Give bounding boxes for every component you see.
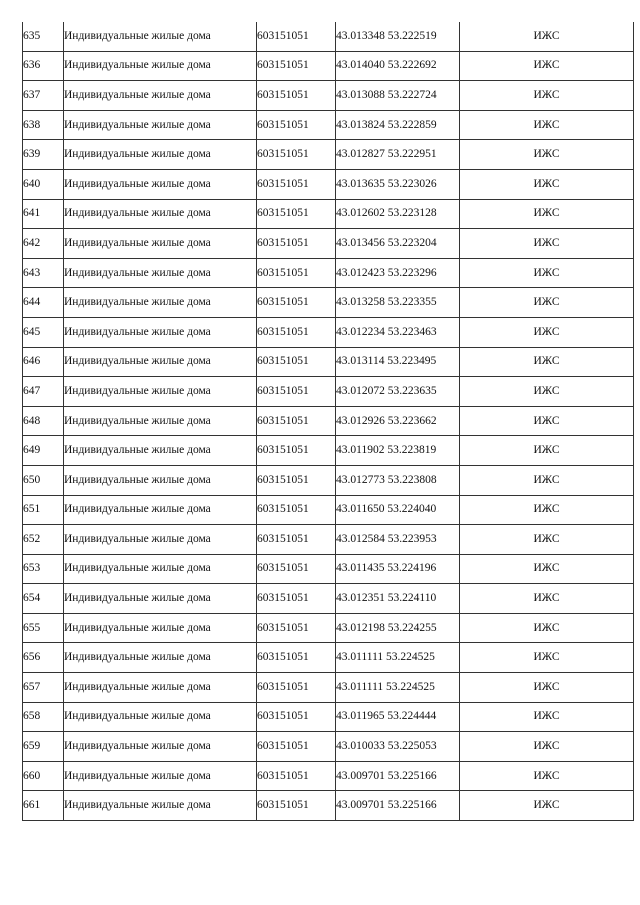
code-cell: 603151051 (257, 643, 336, 673)
code-cell: 603151051 (257, 258, 336, 288)
type-cell: ИЖС (460, 140, 634, 170)
row-number-cell: 656 (23, 643, 64, 673)
type-cell: ИЖС (460, 791, 634, 821)
table-row (23, 761, 634, 791)
object-name-cell: Индивидуальные жилые дома (64, 761, 257, 791)
coordinates-cell: 43.011650 53.224040 (336, 495, 460, 525)
code-cell: 603151051 (257, 732, 336, 762)
table-row (23, 732, 634, 762)
type-cell: ИЖС (460, 229, 634, 259)
table-row (23, 465, 634, 495)
object-name-cell: Индивидуальные жилые дома (64, 584, 257, 614)
table-row (23, 406, 634, 436)
coordinates-cell: 43.011965 53.224444 (336, 702, 460, 732)
table-row (23, 81, 634, 111)
code-cell: 603151051 (257, 377, 336, 407)
type-cell: ИЖС (460, 525, 634, 555)
code-cell: 603151051 (257, 199, 336, 229)
table-row (23, 525, 634, 555)
object-name-cell: Индивидуальные жилые дома (64, 732, 257, 762)
table-row (23, 140, 634, 170)
object-name-cell: Индивидуальные жилые дома (64, 169, 257, 199)
row-number-cell: 661 (23, 791, 64, 821)
row-number-cell: 645 (23, 317, 64, 347)
coordinates-cell: 43.013824 53.222859 (336, 110, 460, 140)
type-cell: ИЖС (460, 702, 634, 732)
coordinates-cell: 43.012602 53.223128 (336, 199, 460, 229)
coordinates-cell: 43.012423 53.223296 (336, 258, 460, 288)
type-cell: ИЖС (460, 406, 634, 436)
code-cell: 603151051 (257, 613, 336, 643)
type-cell: ИЖС (460, 199, 634, 229)
row-number-cell: 652 (23, 525, 64, 555)
table-row (23, 317, 634, 347)
code-cell: 603151051 (257, 702, 336, 732)
data-table (22, 22, 634, 821)
row-number-cell: 647 (23, 377, 64, 407)
type-cell: ИЖС (460, 81, 634, 111)
row-number-cell: 648 (23, 406, 64, 436)
coordinates-cell: 43.010033 53.225053 (336, 732, 460, 762)
type-cell: ИЖС (460, 110, 634, 140)
type-cell: ИЖС (460, 317, 634, 347)
object-name-cell: Индивидуальные жилые дома (64, 347, 257, 377)
object-name-cell: Индивидуальные жилые дома (64, 673, 257, 703)
row-number-cell: 636 (23, 51, 64, 81)
type-cell: ИЖС (460, 51, 634, 81)
row-number-cell: 637 (23, 81, 64, 111)
object-name-cell: Индивидуальные жилые дома (64, 199, 257, 229)
type-cell: ИЖС (460, 169, 634, 199)
row-number-cell: 657 (23, 673, 64, 703)
table-body (23, 22, 634, 821)
object-name-cell: Индивидуальные жилые дома (64, 406, 257, 436)
code-cell: 603151051 (257, 791, 336, 821)
type-cell: ИЖС (460, 377, 634, 407)
coordinates-cell: 43.012072 53.223635 (336, 377, 460, 407)
type-cell: ИЖС (460, 495, 634, 525)
coordinates-cell: 43.012234 53.223463 (336, 317, 460, 347)
object-name-cell: Индивидуальные жилые дома (64, 791, 257, 821)
row-number-cell: 658 (23, 702, 64, 732)
code-cell: 603151051 (257, 673, 336, 703)
object-name-cell: Индивидуальные жилые дома (64, 495, 257, 525)
row-number-cell: 650 (23, 465, 64, 495)
code-cell: 603151051 (257, 554, 336, 584)
object-name-cell: Индивидуальные жилые дома (64, 465, 257, 495)
coordinates-cell: 43.013088 53.222724 (336, 81, 460, 111)
object-name-cell: Индивидуальные жилые дома (64, 317, 257, 347)
code-cell: 603151051 (257, 229, 336, 259)
coordinates-cell: 43.012351 53.224110 (336, 584, 460, 614)
table-row (23, 22, 634, 51)
coordinates-cell: 43.012926 53.223662 (336, 406, 460, 436)
row-number-cell: 651 (23, 495, 64, 525)
object-name-cell: Индивидуальные жилые дома (64, 22, 257, 51)
coordinates-cell: 43.012827 53.222951 (336, 140, 460, 170)
object-name-cell: Индивидуальные жилые дома (64, 436, 257, 466)
table-row (23, 51, 634, 81)
code-cell: 603151051 (257, 347, 336, 377)
table-row (23, 347, 634, 377)
table-row (23, 791, 634, 821)
type-cell: ИЖС (460, 554, 634, 584)
type-cell: ИЖС (460, 22, 634, 51)
code-cell: 603151051 (257, 406, 336, 436)
table-row (23, 702, 634, 732)
code-cell: 603151051 (257, 110, 336, 140)
row-number-cell: 655 (23, 613, 64, 643)
table-row (23, 436, 634, 466)
code-cell: 603151051 (257, 436, 336, 466)
code-cell: 603151051 (257, 525, 336, 555)
object-name-cell: Индивидуальные жилые дома (64, 51, 257, 81)
row-number-cell: 639 (23, 140, 64, 170)
coordinates-cell: 43.009701 53.225166 (336, 791, 460, 821)
table-row (23, 229, 634, 259)
coordinates-cell: 43.012198 53.224255 (336, 613, 460, 643)
object-name-cell: Индивидуальные жилые дома (64, 613, 257, 643)
coordinates-cell: 43.009701 53.225166 (336, 761, 460, 791)
object-name-cell: Индивидуальные жилые дома (64, 229, 257, 259)
code-cell: 603151051 (257, 81, 336, 111)
type-cell: ИЖС (460, 673, 634, 703)
row-number-cell: 660 (23, 761, 64, 791)
type-cell: ИЖС (460, 643, 634, 673)
code-cell: 603151051 (257, 51, 336, 81)
table-row (23, 377, 634, 407)
code-cell: 603151051 (257, 495, 336, 525)
table-row (23, 258, 634, 288)
coordinates-cell: 43.011435 53.224196 (336, 554, 460, 584)
table-row (23, 199, 634, 229)
type-cell: ИЖС (460, 613, 634, 643)
coordinates-cell: 43.013348 53.222519 (336, 22, 460, 51)
code-cell: 603151051 (257, 169, 336, 199)
table-row (23, 643, 634, 673)
object-name-cell: Индивидуальные жилые дома (64, 702, 257, 732)
object-name-cell: Индивидуальные жилые дома (64, 525, 257, 555)
coordinates-cell: 43.011902 53.223819 (336, 436, 460, 466)
coordinates-cell: 43.013635 53.223026 (336, 169, 460, 199)
row-number-cell: 654 (23, 584, 64, 614)
type-cell: ИЖС (460, 732, 634, 762)
row-number-cell: 644 (23, 288, 64, 318)
row-number-cell: 635 (23, 22, 64, 51)
table-row (23, 169, 634, 199)
type-cell: ИЖС (460, 347, 634, 377)
type-cell: ИЖС (460, 761, 634, 791)
type-cell: ИЖС (460, 258, 634, 288)
table-row (23, 288, 634, 318)
row-number-cell: 638 (23, 110, 64, 140)
code-cell: 603151051 (257, 22, 336, 51)
row-number-cell: 659 (23, 732, 64, 762)
object-name-cell: Индивидуальные жилые дома (64, 377, 257, 407)
object-name-cell: Индивидуальные жилые дома (64, 554, 257, 584)
type-cell: ИЖС (460, 584, 634, 614)
coordinates-cell: 43.012584 53.223953 (336, 525, 460, 555)
coordinates-cell: 43.012773 53.223808 (336, 465, 460, 495)
object-name-cell: Индивидуальные жилые дома (64, 81, 257, 111)
row-number-cell: 643 (23, 258, 64, 288)
code-cell: 603151051 (257, 288, 336, 318)
code-cell: 603151051 (257, 761, 336, 791)
object-name-cell: Индивидуальные жилые дома (64, 258, 257, 288)
coordinates-cell: 43.014040 53.222692 (336, 51, 460, 81)
coordinates-cell: 43.013258 53.223355 (336, 288, 460, 318)
table-row (23, 554, 634, 584)
code-cell: 603151051 (257, 584, 336, 614)
table-row (23, 613, 634, 643)
object-name-cell: Индивидуальные жилые дома (64, 288, 257, 318)
coordinates-cell: 43.011111 53.224525 (336, 643, 460, 673)
code-cell: 603151051 (257, 140, 336, 170)
type-cell: ИЖС (460, 436, 634, 466)
row-number-cell: 653 (23, 554, 64, 584)
object-name-cell: Индивидуальные жилые дома (64, 643, 257, 673)
row-number-cell: 642 (23, 229, 64, 259)
type-cell: ИЖС (460, 288, 634, 318)
code-cell: 603151051 (257, 317, 336, 347)
table-row (23, 495, 634, 525)
code-cell: 603151051 (257, 465, 336, 495)
coordinates-cell: 43.011111 53.224525 (336, 673, 460, 703)
row-number-cell: 641 (23, 199, 64, 229)
table-row (23, 673, 634, 703)
coordinates-cell: 43.013114 53.223495 (336, 347, 460, 377)
table-row (23, 584, 634, 614)
table-row (23, 110, 634, 140)
row-number-cell: 640 (23, 169, 64, 199)
row-number-cell: 646 (23, 347, 64, 377)
row-number-cell: 649 (23, 436, 64, 466)
coordinates-cell: 43.013456 53.223204 (336, 229, 460, 259)
type-cell: ИЖС (460, 465, 634, 495)
object-name-cell: Индивидуальные жилые дома (64, 110, 257, 140)
object-name-cell: Индивидуальные жилые дома (64, 140, 257, 170)
